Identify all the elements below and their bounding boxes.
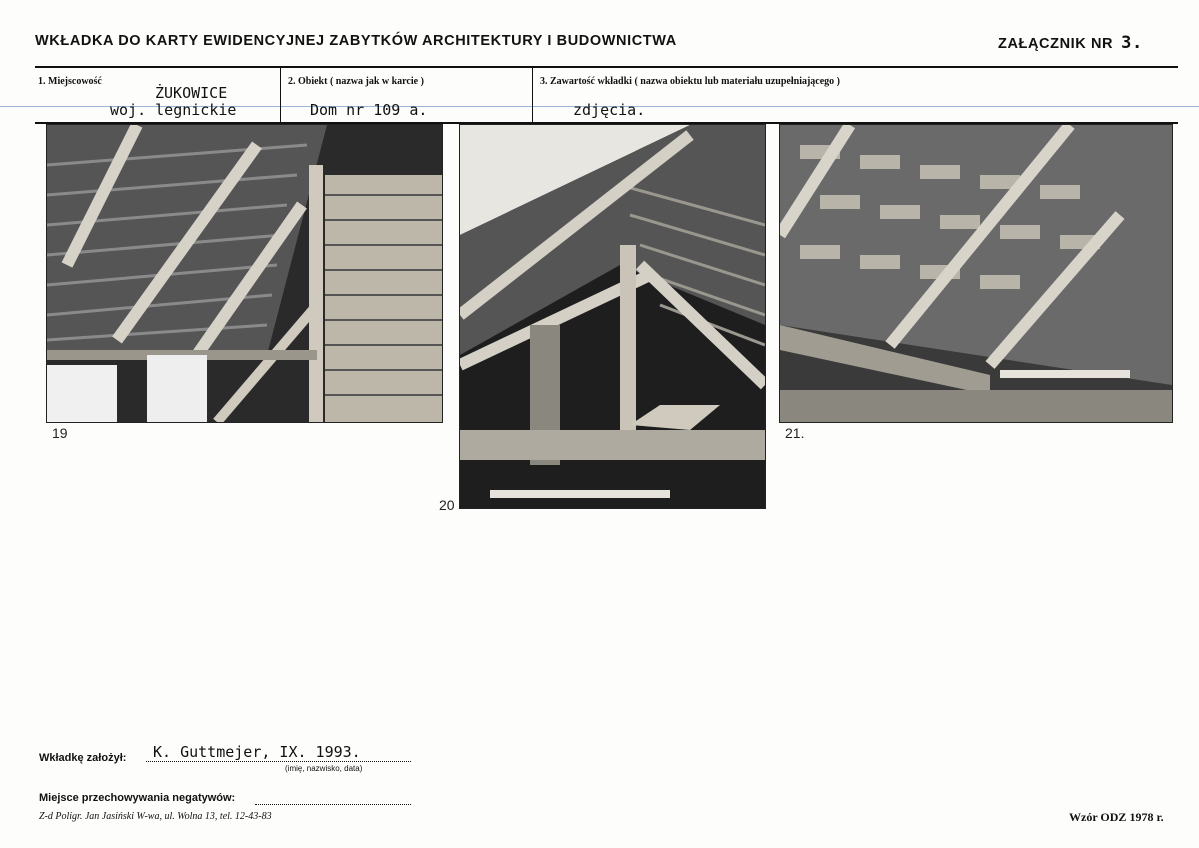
annex-label-text: ZAŁĄCZNIK NR — [998, 36, 1114, 52]
header-top-rule — [35, 66, 1178, 68]
location-voivodeship: woj. legnickie — [110, 101, 237, 119]
annex-label — [998, 33, 1143, 53]
template-code: Wzór ODZ 1978 r. — [1069, 810, 1164, 824]
negatives-label: Miejsce przechowywania negatywów: — [39, 792, 236, 804]
form-title: WKŁADKA DO KARTY EWIDENCYJNEJ ZABYTKÓW ARCHITEKTURY I BUDOWNICTWA — [35, 33, 677, 49]
object-value: Dom nr 109 a. — [310, 101, 428, 119]
author-value: K. Guttmejer, IX. 1993. — [153, 743, 361, 761]
negatives-dotted-line — [255, 790, 411, 805]
photo-19-number: 19 — [52, 425, 68, 441]
location-value: ŻUKOWICE — [155, 84, 228, 102]
annex-number: 3. — [1121, 33, 1143, 53]
object-label: 2. Obiekt ( nazwa jak w karcie ) — [288, 76, 424, 87]
author-hint: (imię, nazwisko, data) — [285, 764, 363, 773]
field-divider-2 — [532, 68, 533, 123]
photo-20-roof-truss — [459, 124, 766, 509]
printer-credit: Z-d Poligr. Jan Jasiński W-wa, ul. Wolna 13, tel. 12-43-83 — [39, 811, 272, 822]
field-divider-1 — [280, 68, 281, 123]
content-label: 3. Zawartość wkładki ( nazwa obiektu lub materiału uzupełniającego ) — [540, 76, 841, 87]
photo-21-roof-beams — [779, 124, 1173, 423]
photo-19-attic-rafters — [46, 124, 443, 423]
photo-21-number: 21. — [785, 425, 805, 441]
photo-20-number: 20 — [439, 497, 455, 513]
content-value: zdjęcia. — [573, 101, 646, 119]
location-label: 1. Miejscowość — [38, 76, 102, 87]
author-label: Wkładkę założył: — [39, 752, 127, 764]
